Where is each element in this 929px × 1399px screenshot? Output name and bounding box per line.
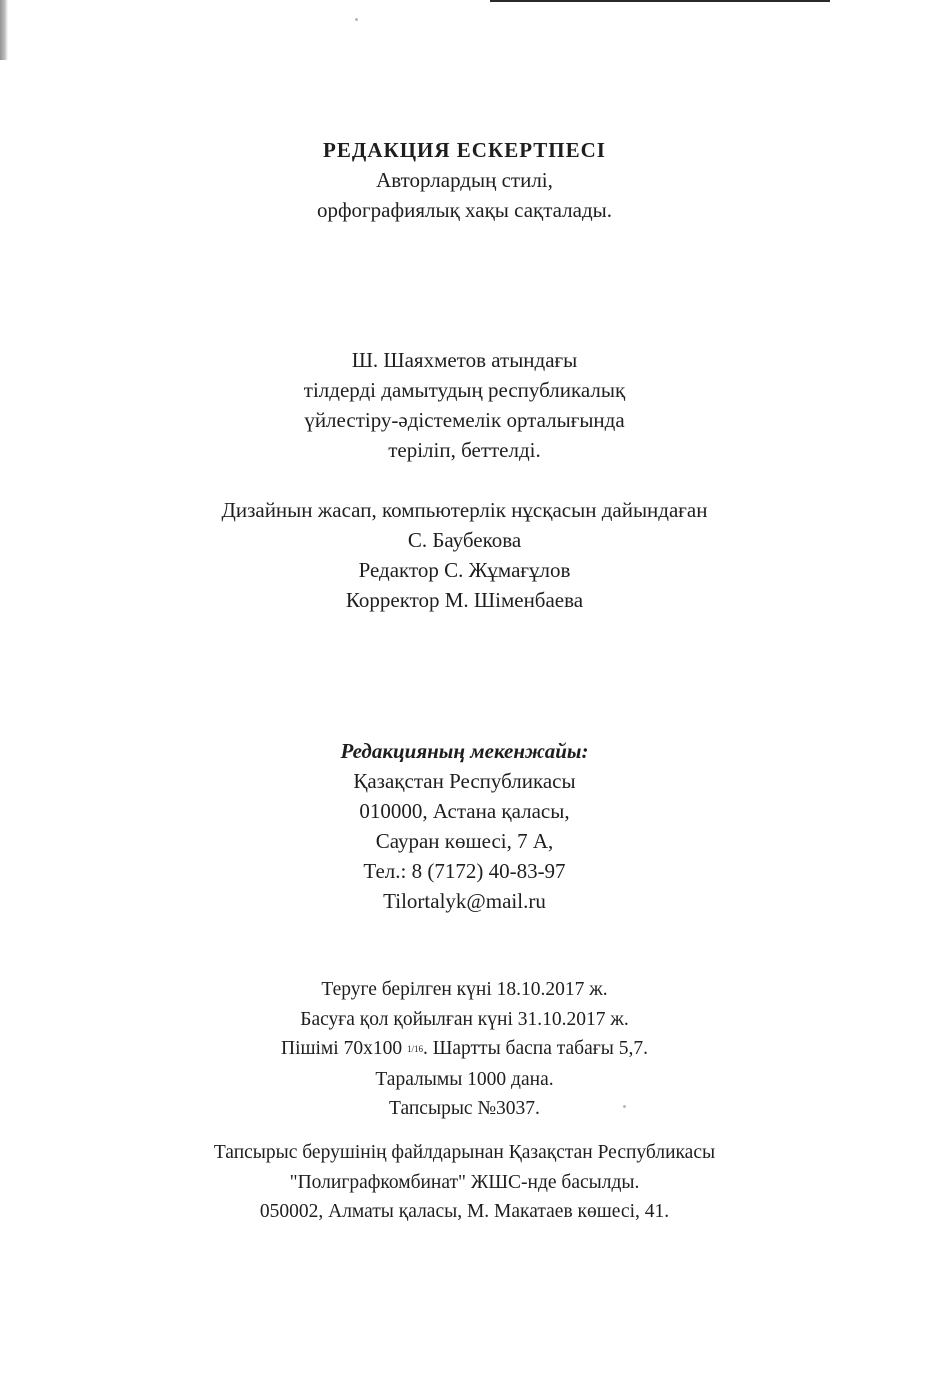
- typesetting-info: [0, 345, 929, 465]
- format-line: [0, 1034, 929, 1065]
- publication-details: [0, 975, 929, 1124]
- typesetting-line: теріліп, беттелді.: [388, 438, 541, 462]
- scan-edge-shadow: [0, 0, 8, 60]
- scan-edge-line: [490, 0, 830, 2]
- address-country: Қазақстан Республикасы: [353, 769, 576, 793]
- printer-info: [0, 1138, 929, 1227]
- corrector-credit: Корректор М. Шіменбаева: [345, 588, 584, 612]
- editorial-note-line: Авторлардың стилі,: [376, 168, 553, 192]
- submitted-date: Теруге берілген күні 18.10.2017 ж.: [321, 979, 608, 1000]
- printer-line: "Полиграфкомбинат" ЖШС-нде басылды.: [289, 1171, 640, 1193]
- printer-line: 050002, Алматы қаласы, М. Макатаев көшесі, 41.: [259, 1201, 670, 1222]
- circulation: Таралымы 1000 дана.: [375, 1068, 554, 1090]
- order-number: Тапсырыс №3037.: [389, 1098, 540, 1119]
- address-heading: Редакцияның мекенжайы:: [340, 739, 589, 763]
- signed-date: Басуға қол қойылған күні 31.10.2017 ж.: [300, 1008, 629, 1030]
- credits: [0, 495, 929, 615]
- address-street: Сауран көшесі, 7 А,: [375, 829, 554, 853]
- address-email: Tilortalyk@mail.ru: [383, 889, 546, 913]
- typesetting-line: тілдерді дамытудың республикалық: [303, 378, 626, 402]
- editor-credit: Редактор С. Жұмағұлов: [358, 558, 571, 582]
- editorial-note-heading: РЕДАКЦИЯ ЕСКЕРТПЕСІ: [323, 138, 606, 162]
- typesetting-line: үйлестіру-әдістемелік орталығында: [304, 408, 625, 432]
- scan-speck: [355, 18, 358, 21]
- format-prefix: Пішімі 70х100: [281, 1038, 403, 1059]
- format-suffix: . Шартты баспа табағы 5,7.: [422, 1038, 648, 1059]
- printer-line: Тапсырыс берушінің файлдарынан Қазақстан Республикасы: [213, 1142, 716, 1163]
- editorial-note-line: орфографиялық хақы сақталады.: [316, 198, 613, 222]
- typesetting-line: Ш. Шаяхметов атындағы: [351, 348, 578, 372]
- editorial-address: [0, 736, 929, 916]
- address-city: 010000, Астана қаласы,: [359, 799, 570, 823]
- designer-role: Дизайнын жасап, компьютерлік нұсқасын дайындаған: [221, 498, 708, 522]
- editorial-note: [0, 135, 929, 225]
- format-fraction: 1/16: [406, 1044, 423, 1054]
- designer-name: С. Баубекова: [407, 528, 522, 552]
- address-phone: Тел.: 8 (7172) 40-83-97: [363, 859, 566, 883]
